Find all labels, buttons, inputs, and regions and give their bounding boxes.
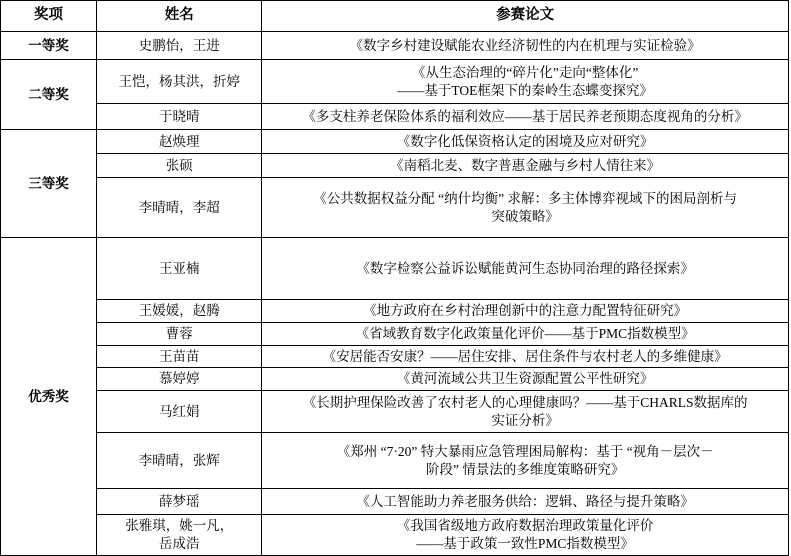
award-level-cell: 优秀奖 <box>1 238 97 556</box>
table-body <box>1 32 789 556</box>
author-name-cell: 于晓晴 <box>97 104 262 130</box>
author-name-cell: 史鹏怡，王进 <box>97 32 262 60</box>
paper-title-cell: 《从生态治理的“碎片化”走向“整体化” ——基于TOE框架下的秦岭生态蝶变探究》 <box>262 60 789 104</box>
author-name-cell: 马红娟 <box>97 391 262 433</box>
table-row <box>1 154 789 178</box>
author-name-cell: 王苗苗 <box>97 345 262 368</box>
table-row <box>1 345 789 368</box>
table-row <box>1 32 789 60</box>
paper-title-cell: 《黄河流域公共卫生资源配置公平性研究》 <box>262 368 789 391</box>
table-row <box>1 178 789 238</box>
table-row <box>1 433 789 489</box>
column-header-award: 奖项 <box>1 1 97 32</box>
paper-title-cell: 《安居能否安康？——居住安排、居住条件与农村老人的多维健康》 <box>262 345 789 368</box>
table-row <box>1 368 789 391</box>
award-level-cell: 三等奖 <box>1 130 97 238</box>
paper-title-cell: 《长期护理保险改善了农村老人的心理健康吗？——基于CHARLS数据库的 实证分析》 <box>262 391 789 433</box>
table-row <box>1 104 789 130</box>
paper-title-cell: 《南稻北麦、数字普惠金融与乡村人情往来》 <box>262 154 789 178</box>
author-name-cell: 张硕 <box>97 154 262 178</box>
author-name-cell: 李晴晴，李超 <box>97 178 262 238</box>
author-name-cell: 赵焕理 <box>97 130 262 154</box>
author-name-cell: 王亚楠 <box>97 238 262 300</box>
paper-title-cell: 《多支柱养老保险体系的福利效应——基于居民养老预期态度视角的分析》 <box>262 104 789 130</box>
table-header <box>1 1 789 32</box>
author-name-cell: 王媛媛，赵腾 <box>97 300 262 323</box>
paper-title-cell: 《人工智能助力养老服务供给：逻辑、路径与提升策略》 <box>262 489 789 515</box>
table-row <box>1 130 789 154</box>
column-header-name: 姓名 <box>97 1 262 32</box>
award-level-cell: 一等奖 <box>1 32 97 60</box>
table-row <box>1 238 789 300</box>
author-name-cell: 薛梦瑶 <box>97 489 262 515</box>
author-name-cell: 王恺，杨其洪，折婷 <box>97 60 262 104</box>
paper-title-cell: 《地方政府在乡村治理创新中的注意力配置特征研究》 <box>262 300 789 323</box>
table-row <box>1 322 789 345</box>
paper-title-cell: 《我国省级地方政府数据治理政策量化评价 ——基于政策一致性PMC指数模型》 <box>262 515 789 556</box>
table-row <box>1 515 789 556</box>
paper-title-cell: 《数字化低保资格认定的困境及应对研究》 <box>262 130 789 154</box>
table-row <box>1 391 789 433</box>
column-header-title: 参赛论文 <box>262 1 789 32</box>
table-header-row <box>1 1 789 32</box>
author-name-cell: 张雅琪，姚一凡， 岳成浩 <box>97 515 262 556</box>
paper-title-cell: 《数字乡村建设赋能农业经济韧性的内在机理与实证检验》 <box>262 32 789 60</box>
table-row <box>1 489 789 515</box>
table-row <box>1 300 789 323</box>
paper-title-cell: 《省域教育数字化政策量化评价——基于PMC指数模型》 <box>262 322 789 345</box>
paper-title-cell: 《公共数据权益分配 “纳什均衡” 求解：多主体博弈视域下的困局剖析与 突破策略》 <box>262 178 789 238</box>
paper-title-cell: 《数字检察公益诉讼赋能黄河生态协同治理的路径探索》 <box>262 238 789 300</box>
table-row <box>1 60 789 104</box>
paper-title-cell: 《郑州 “7·20” 特大暴雨应急管理困局解构：基于 “视角－层次－ 阶段” 情景法的多维度策略研究》 <box>262 433 789 489</box>
author-name-cell: 李晴晴，张辉 <box>97 433 262 489</box>
award-level-cell: 二等奖 <box>1 60 97 130</box>
author-name-cell: 慕婷婷 <box>97 368 262 391</box>
author-name-cell: 曹蓉 <box>97 322 262 345</box>
